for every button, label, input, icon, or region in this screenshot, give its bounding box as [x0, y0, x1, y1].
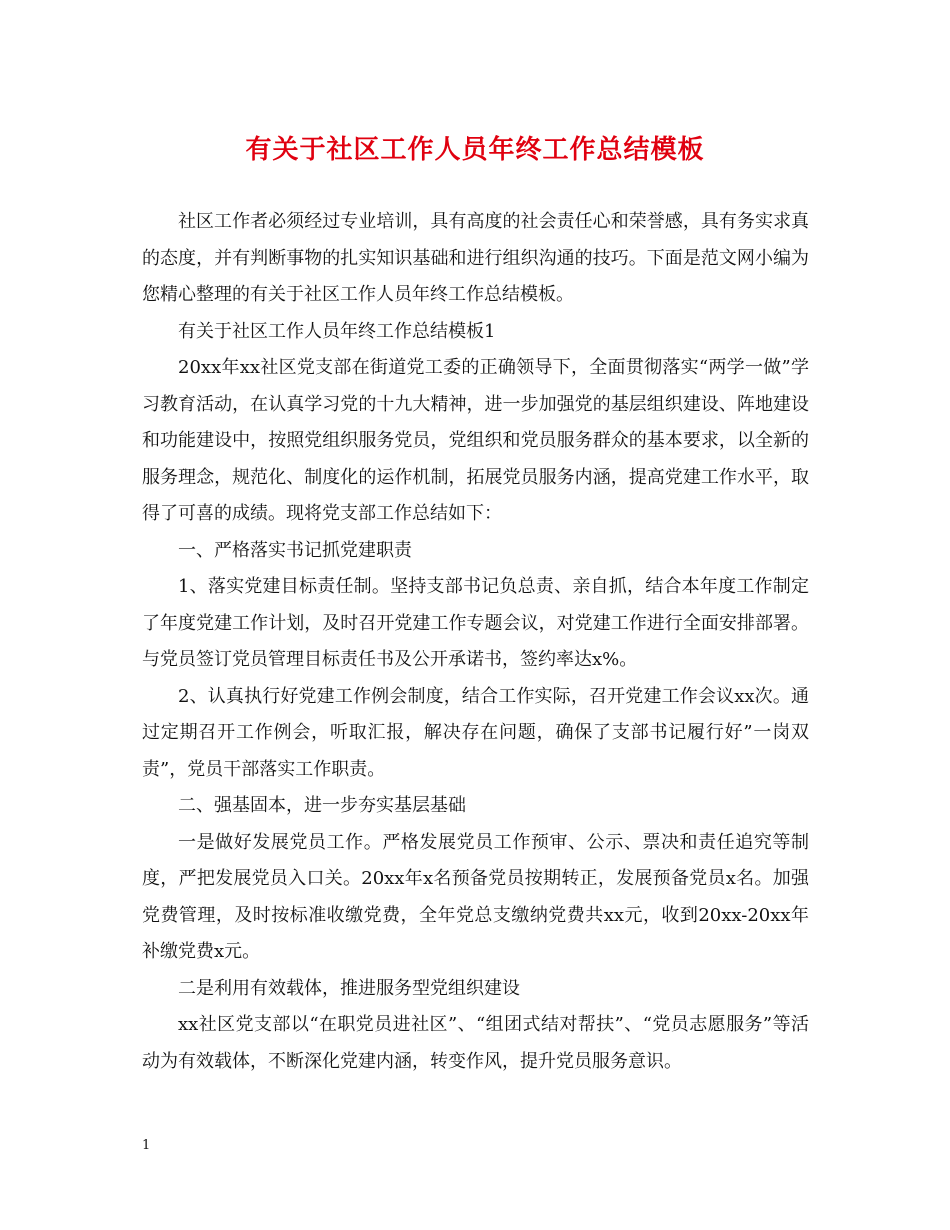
page-number: 1	[142, 1138, 151, 1153]
document-title: 有关于社区工作人员年终工作总结模板	[245, 135, 705, 165]
paragraph-item-2: 2、认真执行好党建工作例会制度，结合工作实际，召开党建工作会议xx次。通过定期召开工作例会，听取汇报，解决存在问题，确保了支部书记履行好”一岗双责”，党员干部落实工作职责。	[142, 685, 809, 780]
paragraph-template-heading: 有关于社区工作人员年终工作总结模板1	[178, 320, 496, 342]
paragraph-service-heading: 二是利用有效载体，推进服务型党组织建设	[178, 977, 520, 999]
paragraph-party-development: 一是做好发展党员工作。严格发展党员工作预审、公示、票决和责任追究等制度，严把发展党员入口关。20xx年x名预备党员按期转正，发展预备党员x名。加强党费管理，及时按标准收缴党费，全年党总支缴纳党费共xx元，收到20xx-20xx年补缴党费x元。	[142, 831, 809, 962]
section-heading-2: 二、强基固本，进一步夯实基层基础	[178, 795, 466, 816]
document-body	[142, 204, 809, 1080]
paragraph-overview: 20xx年xx社区党支部在街道党工委的正确领导下，全面贯彻落实“两学一做”学习教育活动，在认真学习党的十九大精神，进一步加强党的基层组织建设、阵地建设和功能建设中，按照党组织服务党员，党组织和党员服务群众的基本要求，以全新的服务理念，规范化、制度化的运作机制，拓展党员服务内涵，提高党建工作水平，取得了可喜的成绩。现将党支部工作总结如下：	[142, 357, 809, 524]
paragraph-intro: 社区工作者必须经过专业培训，具有高度的社会责任心和荣誉感，具有务实求真的态度，并有判断事物的扎实知识基础和进行组织沟通的技巧。下面是范文网小编为您精心整理的有关于社区工作人员年终工作总结模板。	[142, 211, 809, 305]
section-heading-1: 一、严格落实书记抓党建职责	[178, 539, 412, 561]
paragraph-item-1: 1、落实党建目标责任制。坚持支部书记负总责、亲自抓，结合本年度工作制定了年度党建工作计划，及时召开党建工作专题会议，对党建工作进行全面安排部署。与党员签订党员管理目标责任书及公开承诺书，签约率达x%。	[142, 576, 809, 670]
paragraph-service-detail: xx社区党支部以“在职党员进社区”、“组团式结对帮扶”、“党员志愿服务”等活动为有效载体，不断深化党建内涵，转变作风，提升党员服务意识。	[142, 1014, 809, 1072]
